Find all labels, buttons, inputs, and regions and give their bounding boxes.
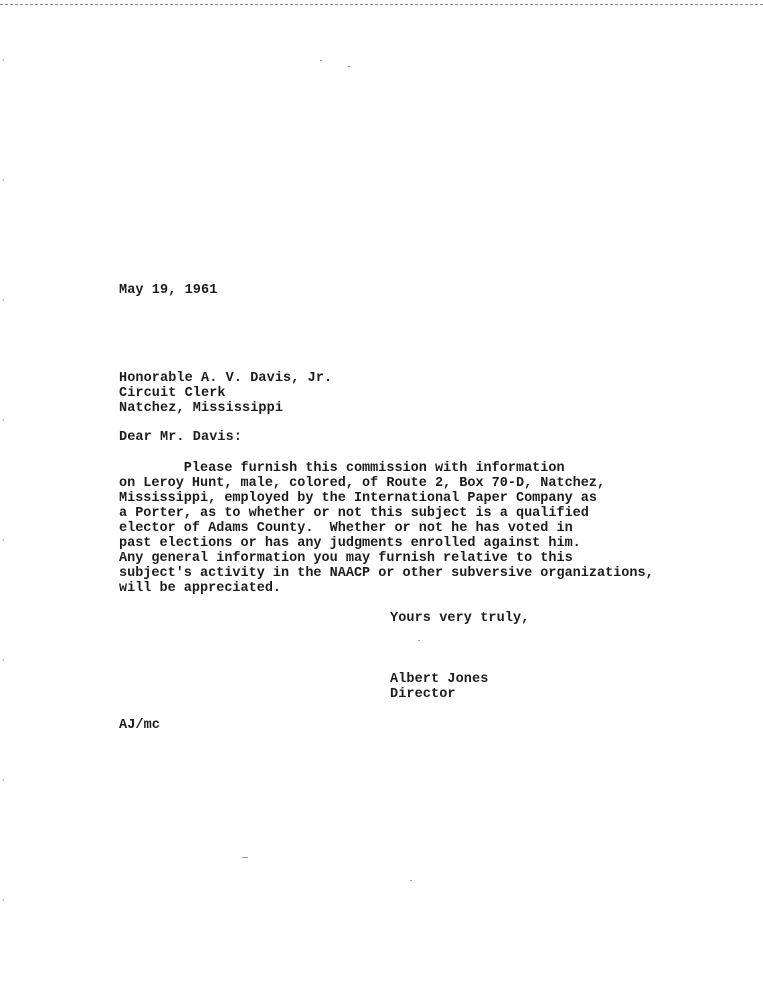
body-line: subject's activity in the NAACP or other subversive organizations, <box>119 566 654 581</box>
body-line: on Leroy Hunt, male, colored, of Route 2, Box 70-D, Natchez, <box>119 476 606 491</box>
letter-date: May 19, 1961 <box>119 283 218 298</box>
body-line: will be appreciated. <box>119 581 282 596</box>
scan-edge-specks <box>2 0 5 990</box>
recipient-name: Honorable A. V. Davis, Jr. <box>119 371 333 386</box>
scan-speck <box>410 880 412 881</box>
page-top-edge <box>0 4 763 5</box>
signer-name: Albert Jones <box>390 672 489 687</box>
body-line: a Porter, as to whether or not this subject is a qualified <box>119 506 589 521</box>
body-line: Any general information you may furnish relative to this <box>119 551 573 566</box>
closing: Yours very truly, <box>390 611 530 626</box>
signer-title: Director <box>390 687 456 702</box>
recipient-title: Circuit Clerk <box>119 386 226 401</box>
scan-speck <box>348 66 350 67</box>
reference-initials: AJ/mc <box>119 718 161 733</box>
salutation: Dear Mr. Davis: <box>119 430 243 445</box>
scan-speck <box>418 640 420 641</box>
scan-speck <box>320 60 322 61</box>
body-line: elector of Adams County. Whether or not he has voted in <box>119 521 573 536</box>
body-line: past elections or has any judgments enrolled against him. <box>119 536 581 551</box>
body-line: Mississippi, employed by the International Paper Company as <box>119 491 597 506</box>
body-line: Please furnish this commission with information <box>119 461 565 476</box>
scan-speck <box>242 857 248 858</box>
recipient-city: Natchez, Mississippi <box>119 401 284 416</box>
